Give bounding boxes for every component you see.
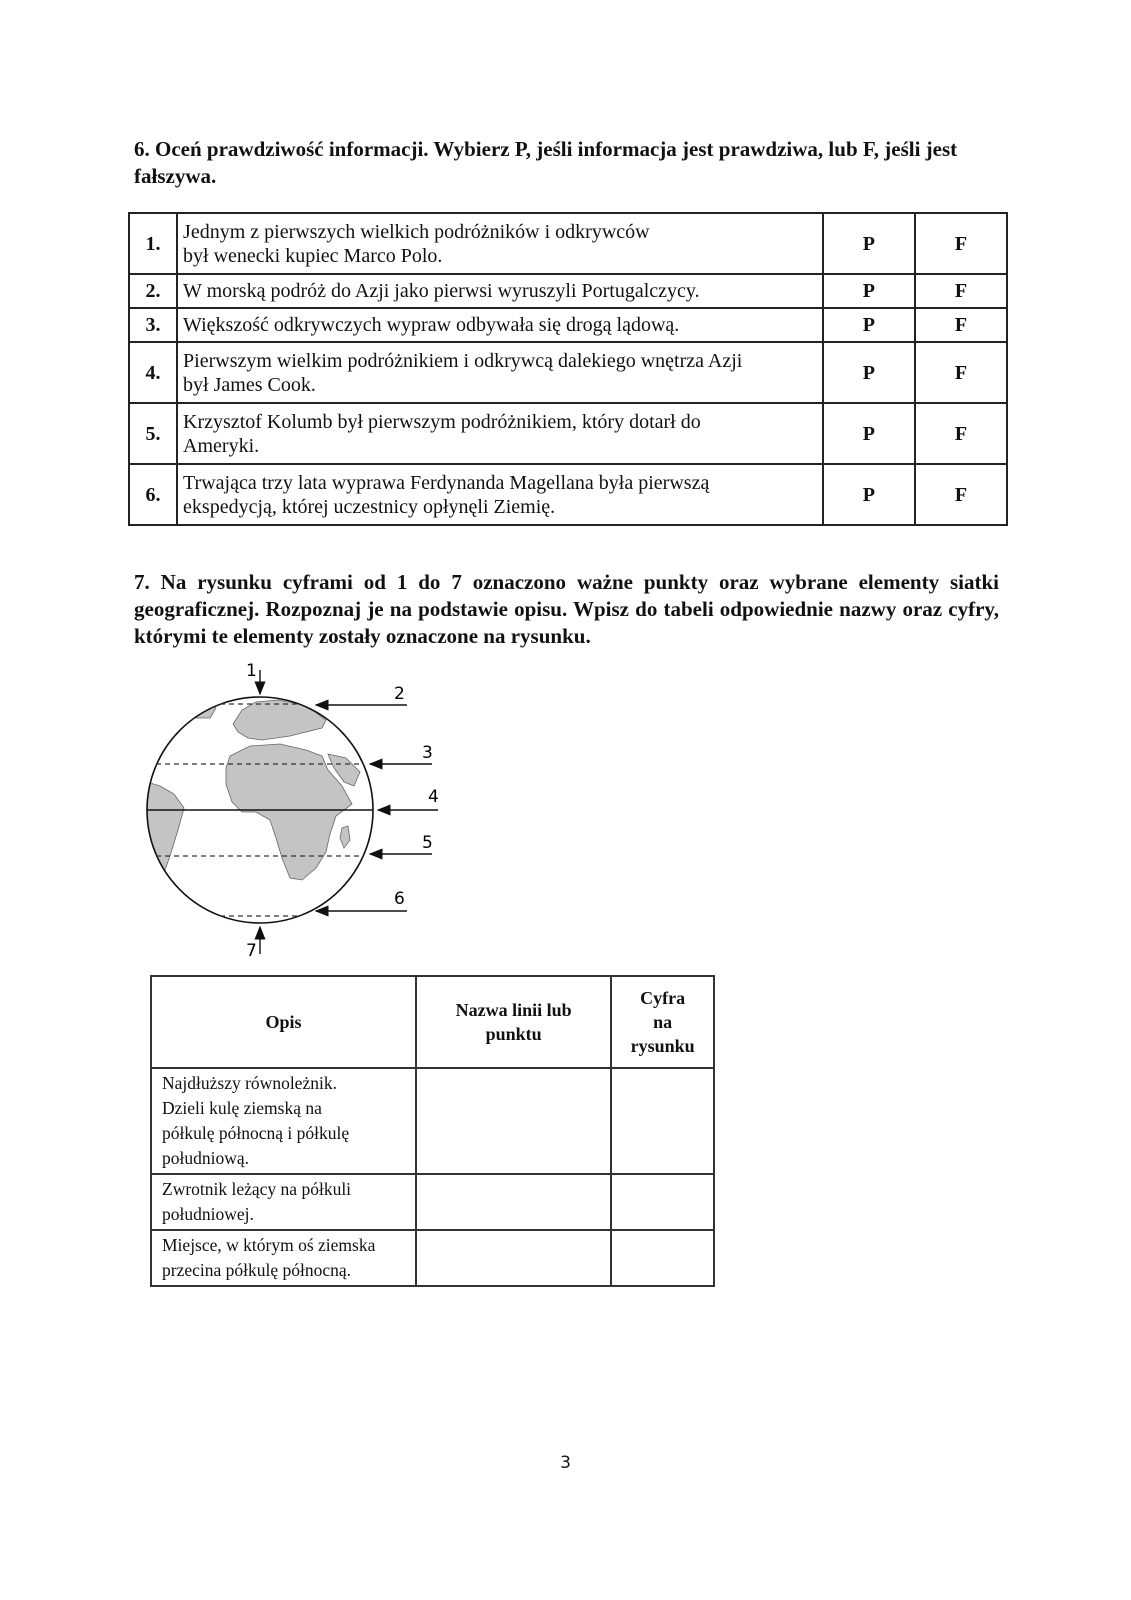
answer-true-option[interactable]: P (823, 403, 915, 464)
description-line: Miejsce, w którym oś ziemska (162, 1235, 376, 1255)
figure-label-5: 5 (422, 833, 433, 853)
header-line: rysunku (630, 1036, 695, 1056)
answer-number-cell[interactable] (611, 1230, 714, 1286)
description-line: Najdłuższy równoleżnik. (162, 1073, 337, 1093)
figure-label-4: 4 (428, 787, 439, 807)
figure-label-2: 2 (394, 684, 405, 704)
figure-label-6: 6 (394, 889, 405, 909)
answer-name-cell[interactable] (416, 1068, 611, 1174)
table-row (129, 213, 1007, 274)
table-row (129, 308, 1007, 342)
statement: Większość odkrywczych wypraw odbywała się drogą lądową. (177, 308, 823, 342)
answer-false-option[interactable]: F (915, 308, 1007, 342)
table-header-row (151, 976, 714, 1068)
true-false-table (128, 212, 1008, 526)
header-line: Nazwa linii lub (455, 1000, 572, 1020)
statement (177, 342, 823, 403)
table-row (129, 274, 1007, 308)
answer-true-option[interactable]: P (823, 342, 915, 403)
description-line: półkulę północną i półkulę (162, 1123, 350, 1143)
statement (177, 403, 823, 464)
description-line: południowej. (162, 1204, 254, 1224)
row-number: 4. (129, 342, 177, 403)
header-cyfra (611, 976, 714, 1068)
statement-line: Pierwszym wielkim podróżnikiem i odkrywcą dalekiego wnętrza Azji (183, 349, 743, 372)
answer-true-option[interactable]: P (823, 308, 915, 342)
table-row (129, 342, 1007, 403)
row-number: 5. (129, 403, 177, 464)
answer-false-option[interactable]: F (915, 213, 1007, 274)
figure-label-1: 1 (246, 661, 257, 681)
row-number: 1. (129, 213, 177, 274)
answer-number-cell[interactable] (611, 1174, 714, 1230)
table-row (129, 403, 1007, 464)
statement-line: Trwająca trzy lata wyprawa Ferdynanda Magellana była pierwszą (183, 471, 710, 494)
description-line: Zwrotnik leżący na półkuli (162, 1179, 352, 1199)
header-nazwa (416, 976, 611, 1068)
table-row (151, 1230, 714, 1286)
answer-false-option[interactable]: F (915, 403, 1007, 464)
row-number: 3. (129, 308, 177, 342)
header-line: na (653, 1012, 673, 1032)
statement-line: Jednym z pierwszych wielkich podróżników i odkrywców (183, 220, 650, 243)
description-cell (151, 1068, 416, 1174)
globe-diagram (130, 652, 470, 962)
statement-line: był wenecki kupiec Marco Polo. (183, 244, 443, 267)
statement (177, 213, 823, 274)
description-line: południową. (162, 1148, 250, 1168)
description-cell (151, 1174, 416, 1230)
statement-line: ekspedycją, której uczestnicy opłynęli Ziemię. (183, 495, 556, 518)
geography-answer-table (150, 975, 715, 1287)
table-row (129, 464, 1007, 525)
table-row (151, 1068, 714, 1174)
answer-number-cell[interactable] (611, 1068, 714, 1174)
description-line: przecina półkulę północną. (162, 1260, 352, 1280)
figure-label-7: 7 (246, 941, 257, 961)
answer-true-option[interactable]: P (823, 213, 915, 274)
table-row (151, 1174, 714, 1230)
answer-true-option[interactable]: P (823, 274, 915, 308)
statement-line: był James Cook. (183, 373, 316, 396)
question-6-title: 6. Oceń prawdziwość informacji. Wybierz P, jeśli informacja jest prawdziwa, lub F, jeśli jest fałszywa. (134, 137, 958, 188)
statement: W morską podróż do Azji jako pierwsi wyruszyli Portugalczycy. (177, 274, 823, 308)
answer-false-option[interactable]: F (915, 274, 1007, 308)
statement-line: Ameryki. (183, 434, 260, 457)
answer-false-option[interactable]: F (915, 342, 1007, 403)
answer-name-cell[interactable] (416, 1174, 611, 1230)
answer-false-option[interactable]: F (915, 464, 1007, 525)
statement-line: Krzysztof Kolumb był pierwszym podróżnikiem, który dotarł do (183, 410, 701, 433)
header-line: punktu (485, 1024, 542, 1044)
page-number: 3 (560, 1453, 571, 1473)
row-number: 2. (129, 274, 177, 308)
question-7-title: 7. Na rysunku cyframi od 1 do 7 oznaczono ważne punkty oraz wybrane elementy siatki geograficznej. Rozpoznaj je na podstawie opisu. Wpisz do tabeli odpowiednie nazwy oraz cyfry, którymi te elementy zostały oznaczone na rysunku. (134, 570, 999, 648)
header-opis: Opis (151, 976, 416, 1068)
header-line: Cyfra (640, 988, 686, 1008)
answer-name-cell[interactable] (416, 1230, 611, 1286)
description-line: Dzieli kulę ziemską na (162, 1098, 322, 1118)
row-number: 6. (129, 464, 177, 525)
statement (177, 464, 823, 525)
figure-label-3: 3 (422, 743, 433, 763)
description-cell (151, 1230, 416, 1286)
answer-true-option[interactable]: P (823, 464, 915, 525)
